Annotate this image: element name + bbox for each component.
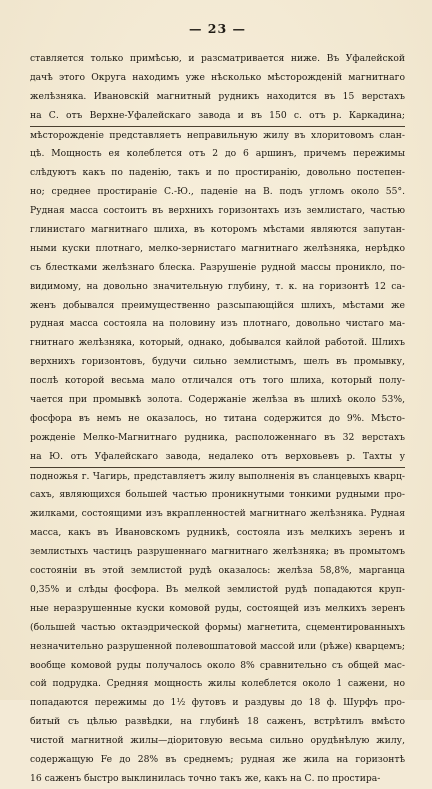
- text-line: рожденіе Мелко-Магнитнаго рудника, расположеннаго въ 32 верстахъ: [30, 431, 405, 443]
- text-line: ными куски плотнаго, мелко-зернистаго магнитнаго желѣзняка, нерѣдко: [30, 242, 405, 254]
- text-line: попадаются пережимы до 1½ футовъ и раздувы до 18 ф. Шурфъ про-: [30, 697, 405, 709]
- text-line: чистой магнитной жилы—діоритовую весьма сильно орудѣнѣлую жилу,: [30, 735, 405, 747]
- text-line: гнитнаго желѣзняка, который, однако, добывался кайлой работой. Шлихъ: [30, 337, 405, 349]
- text-line: 16 саженъ быстро выклинилась точно такъ же, какъ на С. по простира-: [30, 772, 381, 784]
- text-line: рудная масса состояла на половину изъ плотнаго, довольно чистаго ма-: [30, 318, 405, 330]
- text-line: съ блестками желѣзнаго блеска. Разрушеніе рудной массы проникло, по-: [30, 261, 405, 273]
- text-line: содержащую Fe до 28% въ среднемъ; рудная же жила на горизонтѣ: [30, 753, 405, 765]
- text-line: послѣ которой весьма мало отличался отъ того шлиха, который полу-: [30, 375, 405, 387]
- text-line: сахъ, являющихся большей частью проникнутыми тонкими рудными про-: [30, 489, 405, 501]
- text-line: верхнихъ горизонтовъ, будучи сильно землистымъ, шелъ въ промывку,: [30, 356, 405, 368]
- text-line: Рудная масса состоитъ въ верхнихъ горизонтахъ изъ землистаго, частью: [30, 205, 405, 217]
- text-line: 0,35% и слѣды фосфора. Въ мелкой землистой рудѣ попадаются круп-: [30, 583, 405, 595]
- text-line: землистыхъ частицъ разрушеннаго магнитнаго желѣзняка; въ промытомъ: [30, 546, 405, 558]
- text-line: цѣ. Мощность ея колеблется отъ 2 до 6 аршинъ, причемъ пережимы: [30, 148, 405, 160]
- text-line: глинистаго магнитнаго шлиха, въ которомъ мѣстами являются запутан-: [30, 224, 405, 236]
- text-line: состояніи въ этой землистой рудѣ оказалось: желѣза 58,8%, марганца: [30, 565, 405, 577]
- text-line: слѣдуютъ какъ по паденію, такъ и по простиранію, довольно постепен-: [30, 167, 405, 179]
- text-line: дачѣ этого Округа находимъ уже нѣсколько мѣсторожденій магнитнаго: [30, 71, 405, 83]
- text-line: незначительно разрушенной полевошпатовой массой или (рѣже) кварцемъ;: [30, 640, 405, 652]
- text-line: (большей частью октаэдрической формы) магнетита, сцементированныхъ: [30, 621, 405, 633]
- text-line: женъ добывался преимущественно разсыпающійся шлихъ, мѣстами же: [30, 299, 405, 311]
- page-number: — 23 —: [188, 21, 247, 36]
- text-line: ставляется только примѣсью, и разсматривается ниже. Въ Уфалейской: [30, 53, 405, 64]
- text-line: жилками, состоящими изъ вкрапленностей магнитнаго желѣзняка. Рудная: [30, 508, 405, 520]
- text-line: но; среднее простираніе С.-Ю., паденіе на В. подъ угломъ около 55°.: [30, 186, 405, 198]
- text-line: чается при промывкѣ золота. Содержаніе желѣза въ шлихѣ около 53%,: [30, 394, 405, 406]
- text-line: желѣзняка. Ивановскій магнитный рудникъ находится въ 15 верстахъ: [30, 90, 405, 102]
- text-line: сой подрудка. Средняя мощность жилы колеблется около 1 сажени, но: [30, 678, 405, 690]
- text-line: подножья г. Чагирь, представляетъ жилу выполненія въ сланцевыхъ кварц-: [30, 470, 405, 482]
- text-line: вообще комовой руды получалось около 8% сравнительно съ общей мас-: [30, 659, 405, 671]
- text-line: ные неразрушенные куски комовой руды, состоящей изъ мелкихъ зеренъ: [30, 602, 405, 614]
- text-line: битый съ цѣлью развѣдки, на глубинѣ 18 саженъ, встрѣтилъ вмѣсто: [30, 716, 405, 728]
- text-line: фосфора въ немъ не оказалось, но титана содержится до 9%. Мѣсто-: [30, 412, 405, 424]
- body-text: [30, 50, 405, 789]
- text-line: мѣсторожденіе представляетъ неправильную жилу въ хлоритовомъ слан-: [30, 129, 405, 141]
- text-line: масса, какъ въ Ивановскомъ рудникѣ, состояла изъ мелкихъ зеренъ и: [30, 527, 405, 539]
- text-line: видимому, на довольно значительную глубину, т. к. на горизонтѣ 12 са-: [30, 280, 405, 292]
- text-line: на Ю. отъ Уфалейскаго завода, недалеко отъ верховьевъ р. Тахты у: [30, 448, 405, 468]
- text-line: на С. отъ Верхне-Уфалейскаго завода и въ 150 с. отъ р. Каркадина;: [30, 107, 405, 127]
